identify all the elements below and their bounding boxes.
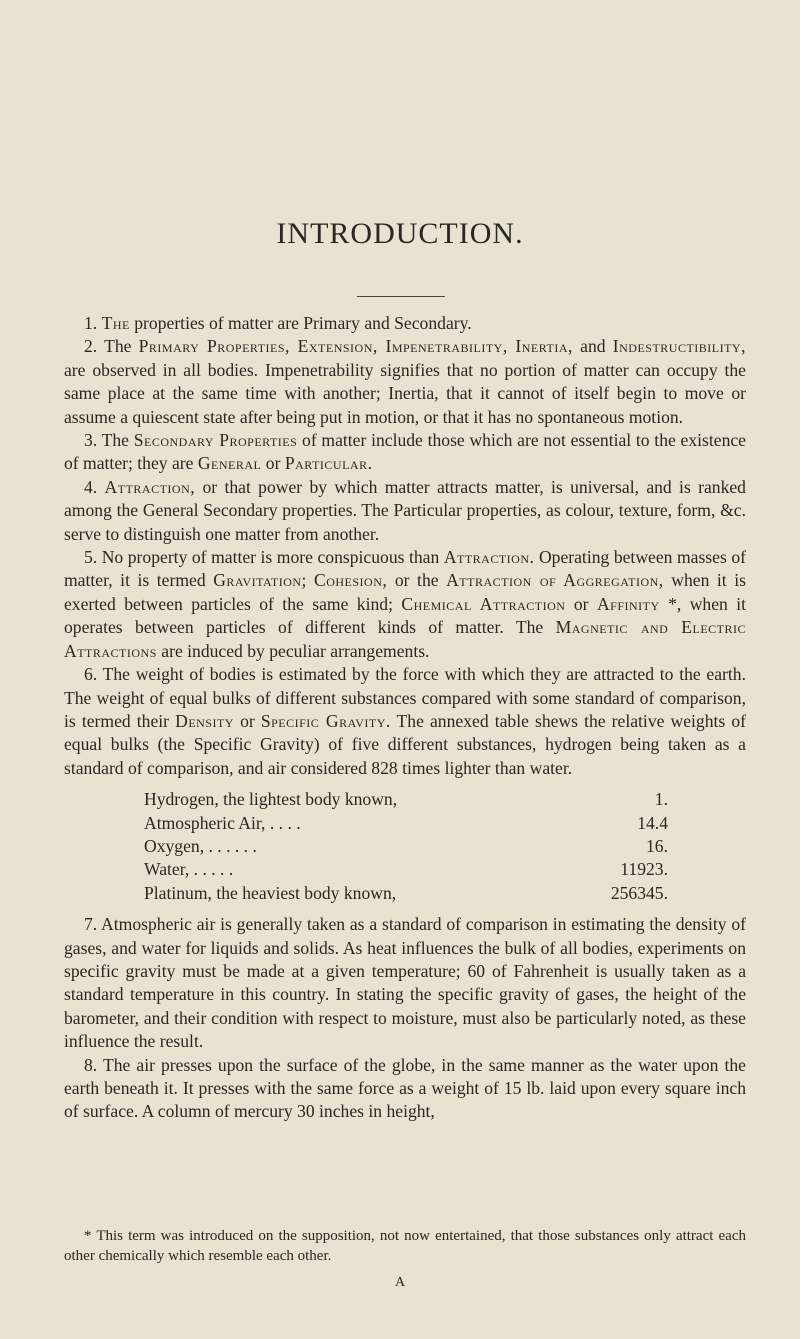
paragraph-8: 8. The air presses upon the surface of the globe, in the same manner as the water upon the earth beneath it. It presses with the same force as a weight of 15 lb. laid upon every square inch of surface. A column of mercury 30 inches in height, [64,1054,746,1122]
specific-gravity-table [144,788,668,905]
table-row: Atmospheric Air, . . . . 14.4 [144,812,668,833]
table-row: Water, . . . . . 11923. [144,859,668,880]
paragraph-1: 1. The properties of matter are Primary and Secondary. [84,313,472,333]
table-row: Hydrogen, the lightest body known, 1. [144,789,668,810]
paragraph-4: 4. Attraction, or that power by which matter attracts matter, is universal, and is ranked among the General Secondary properties. The Particular properties, as colour, texture, form, &c. serve to distinguish one matter from another. [64,476,746,544]
paragraph-6: 6. The weight of bodies is estimated by the force with which they are attracted to the earth. The weight of equal bulks of different substances compared with some standard of comparison, is termed their Density or Specific Gravity. The annexed table shews the relative weights of equal bulks (the Specific Gravity) of five different substances, hydrogen being taken as a standard of comparison, and air considered 828 times lighter than water. [64,664,746,778]
page-title: INTRODUCTION. [276,217,524,250]
paragraph-2: 2. The Primary Properties, Extension, Impenetrability, Inertia, and Indestructibility, are observed in all bodies. Impenetrability signifies that no portion of matter can occupy the same place at the same time with another; Inertia, that it cannot of itself begin to move or assume a quiescent state after being put in motion, or that it has no spontaneous motion. [64,336,746,427]
paragraph-5: 5. No property of matter is more conspicuous than Attraction. Operating between masses of matter, it is termed Gravitation; Cohesion, or the Attraction of Aggregation, when it is exerted between particles of the same kind; Chemical Attraction or Affinity *, when it operates between particles of different kinds of matter. The Magnetic and Electric Attractions are induced by peculiar arrangements. [64,547,746,661]
body-text [64,312,746,1124]
table-row: Oxygen, . . . . . . 16. [144,835,668,856]
title-rule [357,296,445,297]
paragraph-7: 7. Atmospheric air is generally taken as a standard of comparison in estimating the density of gases, and water for liquids and solids. As heat influences the bulk of all bodies, experiments on specific gravity must be made at a given temperature; 60 of Fahrenheit is usually taken as a standard temperature in this country. In stating the specific gravity of gases, the height of the barometer, and their condition with respect to moisture, must also be particularly noted, as these influence the result. [64,914,746,1052]
footnote: * This term was introduced on the supposition, not now entertained, that those substances only attract each other chemically which resemble each other. [64,1228,746,1264]
paragraph-3: 3. The Secondary Properties of matter include those which are not essential to the existence of matter; they are General or Particular. [64,430,746,474]
table-row: Platinum, the heaviest body known, 256345. [144,882,668,903]
signature-mark: A [395,1275,406,1290]
